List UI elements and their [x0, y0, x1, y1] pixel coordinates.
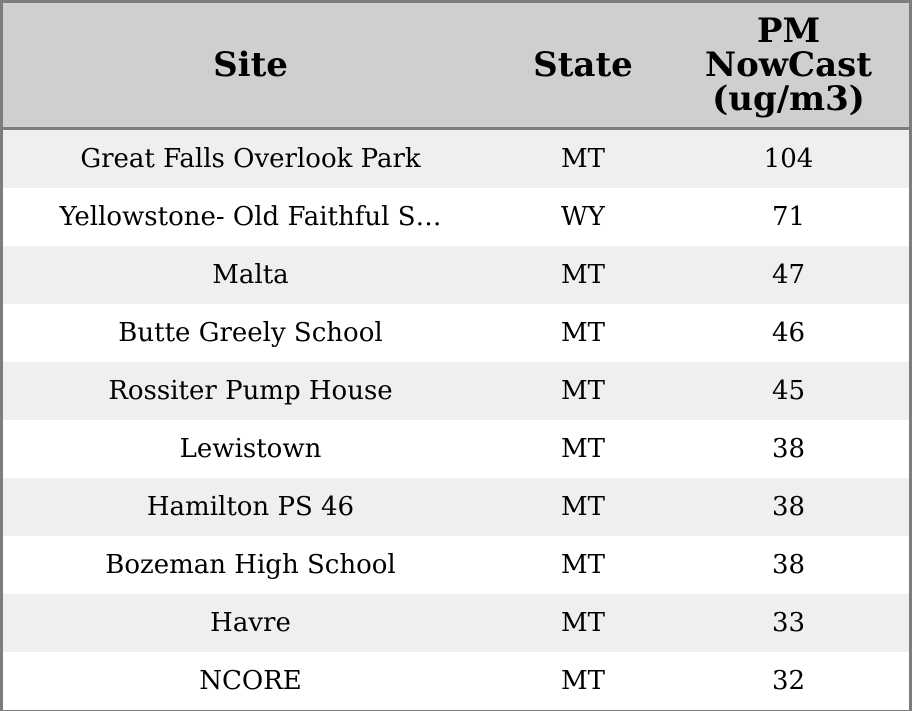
- cell-state: MT: [498, 246, 668, 304]
- cell-pm: 47: [668, 246, 909, 304]
- header-site: Site: [3, 3, 498, 129]
- cell-state: MT: [498, 362, 668, 420]
- cell-site: Great Falls Overlook Park: [3, 129, 498, 189]
- header-pm-line3: (ug/m3): [712, 79, 865, 119]
- cell-site: Lewistown: [3, 420, 498, 478]
- cell-state: MT: [498, 129, 668, 189]
- cell-site: Butte Greely School: [3, 304, 498, 362]
- cell-site: Rossiter Pump House: [3, 362, 498, 420]
- cell-pm: 33: [668, 594, 909, 652]
- cell-site: Havre: [3, 594, 498, 652]
- cell-pm: 38: [668, 536, 909, 594]
- table-row: [3, 246, 909, 304]
- cell-site: NCORE: [3, 652, 498, 710]
- cell-state: MT: [498, 536, 668, 594]
- cell-state: MT: [498, 652, 668, 710]
- cell-site: Hamilton PS 46: [3, 478, 498, 536]
- table-header: [3, 3, 909, 129]
- table-row: [3, 129, 909, 189]
- header-row: [3, 3, 909, 129]
- table-row: [3, 536, 909, 594]
- header-pm-line1: PM: [756, 11, 821, 51]
- header-state: State: [498, 3, 668, 129]
- cell-pm: 45: [668, 362, 909, 420]
- table-body: [3, 129, 909, 711]
- cell-state: MT: [498, 594, 668, 652]
- table-row: [3, 652, 909, 710]
- cell-state: MT: [498, 478, 668, 536]
- cell-state: MT: [498, 304, 668, 362]
- header-pm-line2: NowCast: [705, 45, 872, 85]
- table-row: [3, 362, 909, 420]
- table-row: [3, 478, 909, 536]
- header-pm-nowcast: [668, 3, 909, 129]
- table-row: [3, 594, 909, 652]
- cell-site: Bozeman High School: [3, 536, 498, 594]
- cell-state: WY: [498, 188, 668, 246]
- cell-state: MT: [498, 420, 668, 478]
- table-row: [3, 304, 909, 362]
- cell-pm: 38: [668, 478, 909, 536]
- cell-pm: 46: [668, 304, 909, 362]
- cell-pm: 38: [668, 420, 909, 478]
- table-row: [3, 420, 909, 478]
- cell-pm: 104: [668, 129, 909, 189]
- cell-site: Yellowstone- Old Faithful S…: [3, 188, 498, 246]
- cell-pm: 71: [668, 188, 909, 246]
- cell-pm: 32: [668, 652, 909, 710]
- table-row: [3, 188, 909, 246]
- pm-nowcast-table: [3, 3, 909, 710]
- cell-site: Malta: [3, 246, 498, 304]
